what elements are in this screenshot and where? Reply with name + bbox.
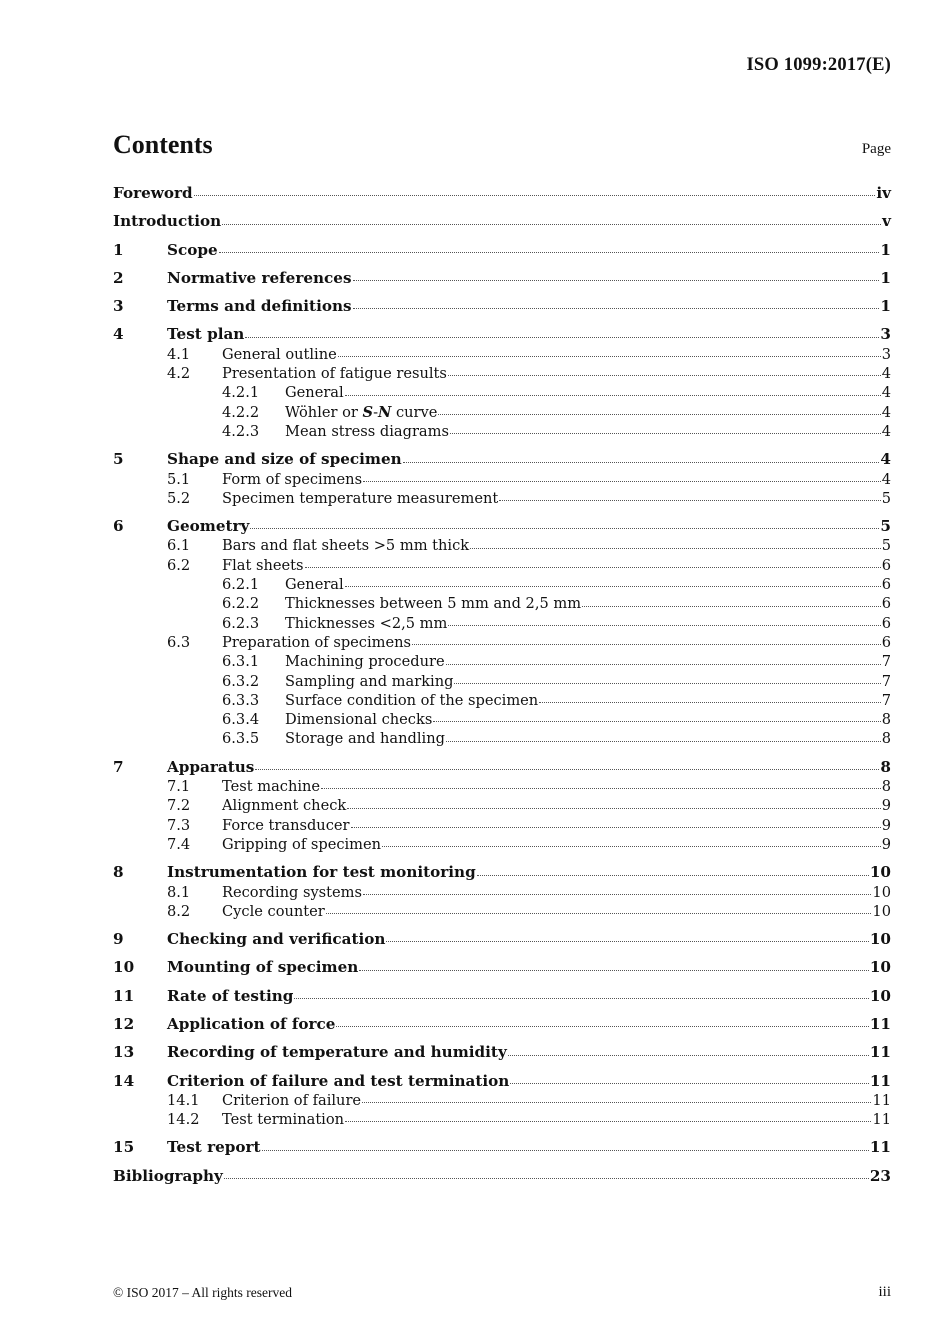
toc-entry-title: Criterion of failure and test termination — [167, 1071, 510, 1090]
toc-entry-title: Gripping of specimen — [222, 835, 382, 853]
toc-entry-page: 9 — [881, 797, 891, 815]
toc-entry-number: 7.2 — [167, 797, 191, 815]
toc-entry-4-2-2[interactable] — [113, 403, 891, 422]
toc-entry-5-2[interactable] — [113, 489, 891, 508]
dot-leader — [433, 721, 880, 722]
toc-entry-title: Mounting of specimen — [167, 958, 359, 977]
toc-entry-title: Bars and flat sheets >5 mm thick — [222, 537, 470, 555]
title-text: Wöhler or — [285, 403, 363, 421]
toc-entry-page: 1 — [880, 268, 891, 287]
toc-entry-title: Normative references — [167, 268, 352, 287]
toc-entry-title: Presentation of fatigue results — [222, 365, 447, 383]
dot-leader — [353, 308, 880, 309]
toc-entry-number: 12 — [113, 1014, 135, 1033]
dot-leader — [539, 702, 881, 703]
toc-entry-page: 6 — [881, 633, 891, 651]
toc-entry-14[interactable] — [113, 1072, 891, 1091]
toc-entry-title: Apparatus — [167, 757, 255, 776]
toc-entry-number: 11 — [113, 986, 135, 1005]
toc-entry-title: Shape and size of specimen — [167, 450, 402, 469]
dot-leader — [338, 356, 881, 357]
dot-leader — [450, 433, 881, 434]
toc-entry-6-2-2[interactable] — [113, 594, 891, 613]
toc-entry-page: 6 — [881, 556, 891, 574]
toc-entry-title: Scope — [167, 240, 218, 259]
toc-entry-page: 11 — [872, 1111, 891, 1129]
toc-entry-title: Recording systems — [222, 883, 363, 901]
toc-entry-15[interactable] — [113, 1138, 891, 1157]
toc-entry-title: Criterion of failure — [222, 1091, 362, 1109]
toc-entry-title: Terms and definitions — [167, 297, 352, 316]
toc-entry-page: 1 — [880, 240, 891, 259]
toc-entry-title: Bibliography — [113, 1166, 223, 1185]
copyright-notice: © ISO 2017 – All rights reserved — [113, 1285, 292, 1300]
toc-entry-7[interactable] — [113, 758, 891, 777]
toc-entry-number: 7 — [113, 757, 124, 776]
toc-entry-number: 6.3.2 — [222, 672, 260, 690]
toc-entry-4-2[interactable] — [113, 364, 891, 383]
toc-entry-page: 5 — [881, 537, 891, 555]
toc-entry-6[interactable] — [113, 517, 891, 536]
dot-leader — [194, 195, 876, 196]
page-column-label: Page — [861, 141, 891, 157]
toc-entry-title: Rate of testing — [167, 986, 294, 1005]
toc-entry-title: General — [285, 576, 344, 594]
toc-entry-number: 4.2.1 — [222, 384, 260, 402]
toc-entry-9[interactable] — [113, 930, 891, 949]
toc-entry-11[interactable] — [113, 987, 891, 1006]
dot-leader — [582, 606, 881, 607]
dot-leader — [382, 846, 881, 847]
dot-leader — [345, 586, 881, 587]
dot-leader — [326, 913, 872, 914]
toc-entry-bibliography[interactable] — [113, 1167, 891, 1186]
toc-entry-page: 8 — [880, 757, 891, 776]
toc-entry-2[interactable] — [113, 269, 891, 288]
dot-leader — [508, 1055, 869, 1056]
toc-entry-number: 4 — [113, 325, 124, 344]
dot-leader — [345, 1121, 871, 1122]
toc-entry-number: 6.2.2 — [222, 595, 260, 613]
dot-leader — [477, 875, 869, 876]
toc-entry-title: Sampling and marking — [285, 672, 454, 690]
dot-leader — [412, 644, 881, 645]
dot-leader — [294, 998, 868, 999]
dot-leader — [353, 280, 880, 281]
toc-entry-page: 3 — [880, 325, 891, 344]
toc-entry-page: 11 — [869, 1138, 891, 1157]
toc-entry-number: 4.1 — [167, 345, 191, 363]
toc-entry-page: 6 — [881, 595, 891, 613]
toc-entry-number: 3 — [113, 297, 124, 316]
document-identifier: ISO 1099:2017(E) — [746, 55, 891, 75]
dot-leader — [446, 741, 881, 742]
toc-entry-title: Specimen temperature measurement — [222, 489, 499, 507]
toc-entry-title: Application of force — [167, 1014, 336, 1033]
toc-entry-page: 7 — [881, 672, 891, 690]
toc-entry-number: 5.1 — [167, 470, 191, 488]
toc-entry-title: Preparation of specimens — [222, 633, 412, 651]
toc-entry-number: 4.2 — [167, 365, 191, 383]
dot-leader — [255, 769, 879, 770]
toc-entry-number: 6.2.3 — [222, 614, 260, 632]
toc-entry-14-1[interactable] — [113, 1091, 891, 1110]
dot-leader — [347, 808, 880, 809]
dot-leader — [448, 375, 881, 376]
title-text: curve — [391, 403, 438, 421]
toc-entry-number: 7.3 — [167, 816, 191, 834]
dot-leader — [454, 683, 880, 684]
page-title: Contents — [113, 130, 213, 159]
toc-entry-4-2-1[interactable] — [113, 383, 891, 402]
toc-entry-number: 4.2.2 — [222, 403, 260, 421]
toc-entry-title: Machining procedure — [285, 653, 445, 671]
toc-entry-page: 1 — [880, 297, 891, 316]
toc-entry-6-3[interactable] — [113, 633, 891, 652]
toc-entry-page: 11 — [869, 1043, 891, 1062]
table-of-contents — [113, 184, 891, 1186]
toc-entry-page: 7 — [881, 653, 891, 671]
toc-entry-title: Geometry — [167, 517, 250, 536]
toc-entry-page: 4 — [880, 450, 891, 469]
toc-entry-page: 10 — [869, 986, 891, 1005]
toc-entry-6-3-1[interactable] — [113, 652, 891, 671]
toc-entry-title: Cycle counter — [222, 902, 325, 920]
toc-entry-foreword[interactable] — [113, 184, 891, 203]
toc-entry-page: 4 — [881, 422, 891, 440]
dot-leader — [305, 567, 881, 568]
toc-entry-page: 11 — [869, 1014, 891, 1033]
toc-entry-title: Recording of temperature and humidity — [167, 1043, 507, 1062]
dot-leader — [336, 1026, 868, 1027]
dot-leader — [245, 337, 879, 338]
toc-entry-number: 6 — [113, 517, 124, 536]
toc-entry-number: 6.3 — [167, 633, 191, 651]
toc-entry-page: 9 — [881, 816, 891, 834]
toc-entry-6-3-3[interactable] — [113, 691, 891, 710]
toc-entry-page: 10 — [869, 863, 891, 882]
toc-entry-page: 8 — [881, 711, 891, 729]
toc-entry-6-2-1[interactable] — [113, 575, 891, 594]
toc-entry-title: Flat sheets — [222, 556, 304, 574]
toc-entry-title: Dimensional checks — [285, 711, 433, 729]
toc-entry-page: 9 — [881, 835, 891, 853]
dot-leader — [250, 528, 879, 529]
toc-entry-page: 3 — [881, 345, 891, 363]
toc-entry-page: 4 — [881, 403, 891, 421]
symbol-n: N — [378, 403, 392, 421]
toc-entry-5-1[interactable] — [113, 470, 891, 489]
toc-entry-page: 10 — [872, 883, 891, 901]
toc-entry-page: 23 — [869, 1166, 891, 1185]
toc-entry-number: 8 — [113, 863, 124, 882]
toc-entry-number: 14 — [113, 1071, 135, 1090]
dot-leader — [321, 788, 881, 789]
dot-leader — [499, 500, 880, 501]
toc-entry-8-2[interactable] — [113, 902, 891, 921]
toc-entry-page: 6 — [881, 614, 891, 632]
toc-entry-3[interactable] — [113, 297, 891, 316]
toc-entry-page: iv — [876, 184, 891, 202]
toc-entry-page: 4 — [881, 384, 891, 402]
dot-leader — [386, 941, 868, 942]
toc-entry-number: 8.2 — [167, 902, 191, 920]
dot-leader — [359, 970, 869, 971]
toc-entry-number: 7.1 — [167, 778, 191, 796]
toc-entry-6-3-5[interactable] — [113, 729, 891, 748]
dot-leader — [345, 395, 881, 396]
toc-entry-14-2[interactable] — [113, 1110, 891, 1129]
dot-leader — [219, 252, 880, 253]
dot-leader — [363, 481, 881, 482]
toc-entry-1[interactable] — [113, 241, 891, 260]
toc-entry-6-3-2[interactable] — [113, 672, 891, 691]
toc-entry-title: Test plan — [167, 325, 245, 344]
toc-entry-number: 6.3.1 — [222, 653, 260, 671]
dot-leader — [510, 1083, 869, 1084]
toc-entry-number: 6.1 — [167, 537, 191, 555]
toc-entry-title: Storage and handling — [285, 730, 445, 748]
toc-entry-8-1[interactable] — [113, 883, 891, 902]
toc-entry-page: 7 — [881, 691, 891, 709]
dot-leader — [222, 224, 881, 225]
toc-entry-page: v — [882, 212, 891, 231]
toc-entry-page: 6 — [881, 576, 891, 594]
toc-entry-number: 6.3.4 — [222, 711, 260, 729]
toc-entry-number: 6.2.1 — [222, 576, 260, 594]
toc-entry-number: 13 — [113, 1043, 135, 1062]
toc-entry-6-2-3[interactable] — [113, 614, 891, 633]
toc-entry-6-3-4[interactable] — [113, 710, 891, 729]
toc-entry-6-1[interactable] — [113, 536, 891, 555]
toc-entry-introduction[interactable] — [113, 212, 891, 231]
toc-entry-number: 2 — [113, 268, 124, 287]
dot-leader — [448, 625, 880, 626]
toc-entry-page: 5 — [880, 517, 891, 536]
dot-leader — [446, 664, 881, 665]
toc-entry-title: Thicknesses <2,5 mm — [285, 614, 448, 632]
toc-entry-7-4[interactable] — [113, 835, 891, 854]
toc-entry-page: 8 — [881, 730, 891, 748]
toc-entry-page: 5 — [881, 489, 891, 507]
toc-entry-title: General outline — [222, 345, 337, 363]
toc-entry-title: Surface condition of the specimen — [285, 691, 539, 709]
toc-entry-number: 5.2 — [167, 489, 191, 507]
toc-entry-number: 5 — [113, 450, 124, 469]
toc-entry-title: Test report — [167, 1138, 261, 1157]
dot-leader — [362, 1102, 871, 1103]
toc-entry-page: 8 — [881, 778, 891, 796]
toc-entry-page: 4 — [881, 365, 891, 383]
symbol-s: S — [362, 403, 374, 421]
toc-entry-number: 6.3.3 — [222, 691, 260, 709]
page-number: iii — [878, 1284, 891, 1300]
toc-entry-page: 10 — [869, 958, 891, 977]
toc-entry-page: 4 — [881, 470, 891, 488]
toc-entry-title: Thicknesses between 5 mm and 2,5 mm — [285, 595, 582, 613]
toc-entry-7-2[interactable] — [113, 796, 891, 815]
toc-entry-title: Alignment check — [222, 797, 347, 815]
title-dash: - — [373, 403, 378, 421]
dot-leader — [403, 462, 880, 463]
toc-entry-number: 15 — [113, 1138, 135, 1157]
toc-entry-title — [285, 403, 437, 422]
toc-entry-title: Checking and verification — [167, 930, 386, 949]
toc-entry-page: 10 — [869, 930, 891, 949]
toc-entry-page: 11 — [869, 1071, 891, 1090]
toc-entry-number: 4.2.3 — [222, 422, 260, 440]
toc-entry-title: Instrumentation for test monitoring — [167, 863, 476, 882]
toc-entry-page: 11 — [872, 1091, 891, 1109]
toc-entry-4[interactable] — [113, 325, 891, 344]
toc-entry-4-2-3[interactable] — [113, 422, 891, 441]
toc-entry-5[interactable] — [113, 450, 891, 469]
toc-entry-number: 1 — [113, 240, 124, 259]
toc-entry-title: Test machine — [222, 778, 321, 796]
toc-entry-number: 6.3.5 — [222, 730, 260, 748]
toc-entry-number: 14.2 — [167, 1111, 200, 1129]
toc-entry-10[interactable] — [113, 958, 891, 977]
dot-leader — [438, 414, 880, 415]
dot-leader — [351, 827, 881, 828]
dot-leader — [470, 548, 881, 549]
toc-entry-number: 8.1 — [167, 883, 191, 901]
toc-entry-title: Form of specimens — [222, 470, 363, 488]
toc-entry-7-3[interactable] — [113, 816, 891, 835]
toc-entry-number: 7.4 — [167, 835, 191, 853]
toc-entry-8[interactable] — [113, 863, 891, 882]
toc-entry-title: Introduction — [113, 212, 222, 231]
toc-entry-title: Foreword — [113, 184, 193, 202]
dot-leader — [262, 1150, 869, 1151]
toc-entry-13[interactable] — [113, 1043, 891, 1062]
toc-entry-title: Test termination — [222, 1111, 345, 1129]
toc-entry-title: Force transducer — [222, 816, 350, 834]
dot-leader — [363, 894, 871, 895]
toc-entry-4-1[interactable] — [113, 345, 891, 364]
toc-entry-number: 9 — [113, 930, 124, 949]
dot-leader — [224, 1178, 869, 1179]
toc-entry-number: 6.2 — [167, 556, 191, 574]
toc-entry-number: 14.1 — [167, 1091, 200, 1109]
toc-entry-7-1[interactable] — [113, 777, 891, 796]
toc-entry-title: Mean stress diagrams — [285, 422, 449, 440]
toc-entry-12[interactable] — [113, 1015, 891, 1034]
toc-entry-title: General — [285, 384, 344, 402]
toc-entry-6-2[interactable] — [113, 556, 891, 575]
toc-entry-page: 10 — [872, 902, 891, 920]
toc-entry-number: 10 — [113, 958, 135, 977]
